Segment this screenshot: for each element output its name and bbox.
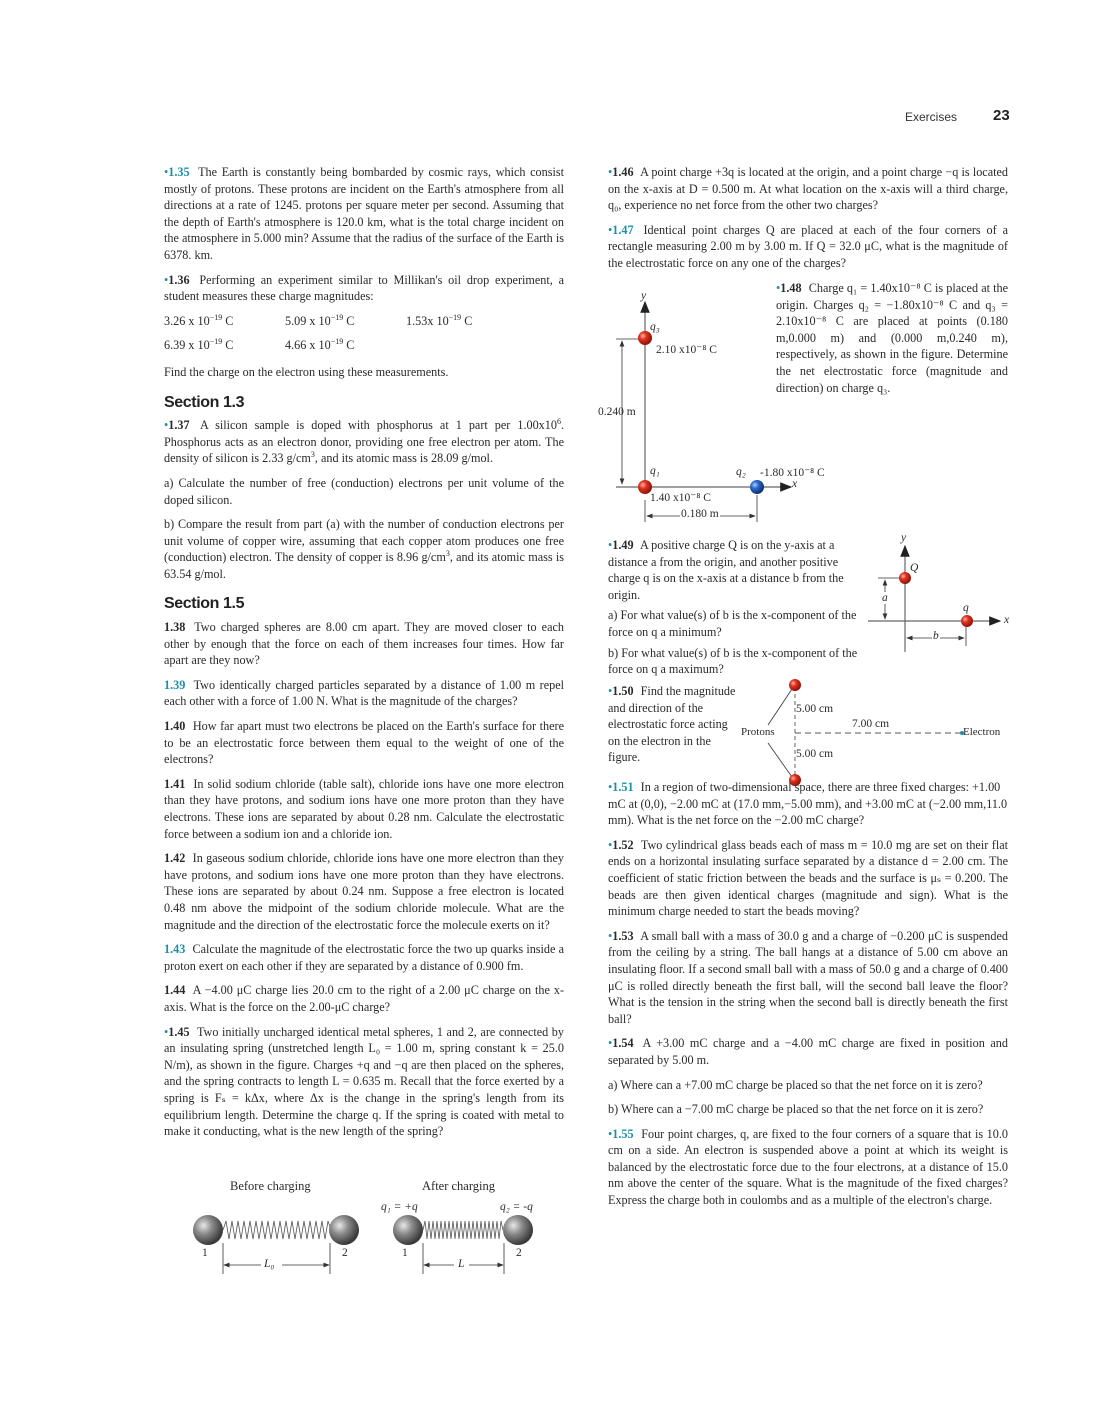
problem-text: The Earth is constantly being bombarded by cosmic rays, which consist mostly of protons. These protons are incident on the Earth's atmosphere from all directions at a rate of 1245. protons per square meter per second. Assuming that the depth of Earth's atmosphere is 120.0 km, what is the total charge incident on the atmosphere in 5.000 min? Assume that the radius of the surface of the Earth is 6378. km. [164,165,565,262]
spring-diagram [164,1175,564,1285]
sphere-2-after [503,1215,533,1245]
problem-number: 1.52 [612,837,634,852]
problem-number: 1.44 [164,983,186,998]
charge-value: 6.39 x $10^{-19}$ C [164,337,234,353]
dimension-label-x: 0.180 m [681,508,719,520]
figure-label-before: Before charging [230,1179,311,1193]
problem-1-53: •1.53 A small ball with a mass of 30.0 g and a charge of −0.200 μC is suspended from the ceiling by a string. The ball hangs at a distance of 5.00 cm above an insulating floor. If a second small ball with a mass of 50.0 g and a charge of 0.400 μC is rolled directly beneath the first ball, will the second ball leave the floor? What is the tension in the string when the second ball is directly beneath the first ball? [608,928,1009,1026]
problem-number: 1.43 [164,942,186,957]
difficulty-bullet-icon: • [608,222,613,237]
difficulty-bullet-icon: • [164,418,169,433]
axis-label-x: x [792,478,798,490]
problem-number: 1.48 [780,281,802,295]
problem-text: Performing an experiment similar to Millikan's oil drop experiment, a student measures these charge magnitudes: [164,272,565,304]
problem-1-52: •1.52 Two cylindrical glass beads each of mass m = 10.0 mg are set on their flat ends on a horizontal insulating surface separated by a distance d = 2.00 cm. The coefficient of static friction between the beads and the surface is μₛ = 0.200. The beads are then given identical charges (magnitude and sign). What is the minimum charge needed to start the beads moving? [608,837,1008,919]
problem-1-46: •1.46 A point charge +3q is located at the origin, and a point charge −q is located on the x-axis at D = 0.500 m. At what location on the x-axis will a third charge, q₀, experience no net force from the other two charges? [608,165,1009,213]
problem-number: 1.47 [612,222,634,237]
problem-1-38: 1.38 Two charged spheres are 8.00 cm apart. They are moved closer to each other by enough that the force on each of them increases four times. How far apart are they now? [164,620,564,668]
problem-1-54: •1.54 A +3.00 mC charge and a −4.00 mC charge are fixed in position and separated by 5.00 m. [608,1036,1008,1067]
problem-number: 1.50 [612,684,634,698]
problem-number: 1.51 [612,780,634,794]
label-a: a [882,592,888,604]
difficulty-bullet-icon: • [776,281,781,295]
label-b: b [933,630,939,642]
difficulty-bullet-icon: • [608,538,613,552]
problem-number: 1.53 [612,928,634,943]
problem-number: 1.54 [612,1036,634,1051]
difficulty-bullet-icon: • [608,780,613,794]
problem-1-54-part-b: b) Where can a −7.00 mC charge be placed so that the net force on it is zero? [608,1102,984,1117]
problem-number: 1.49 [612,538,634,552]
length-label-L0: L₀ [264,1258,275,1270]
sphere-label: 1 [202,1247,208,1259]
problem-number: 1.39 [164,677,186,692]
problem-1-39: 1.39 Two identically charged particles separated by a distance of 1.00 m repel each other with a force of 1.00 N. What is the magnitude of the charges? [164,677,565,709]
problem-1-35 [164,164,564,264]
difficulty-bullet-icon: • [164,1024,169,1039]
label-q2: q₂ [736,466,746,478]
sphere-2-before [329,1215,359,1245]
axis-label-x: x [1004,614,1010,626]
problem-1-40: 1.40 How far apart must two electrons be placed on the Earth's surface for there to be an electrostatic force between them equal to the weight of one of the electrons? [164,719,564,767]
problem-text: Charge q₁ = 1.40x10⁻⁸ C is placed at the origin. Charges q₂ = −1.80x10⁻⁸ C and q₃ = 2.10x10⁻⁸ C are placed at points (0.180 m,0.000 m) and (0.000 m,0.240 m), respectively, as shown in the figure. Determine the net electrostatic force (magnitude and direction) on charge q₃. [776,281,1009,395]
label-q1: q₁ [650,465,660,477]
difficulty-bullet-icon: • [608,165,613,179]
difficulty-bullet-icon: • [164,272,169,287]
difficulty-bullet-icon: • [164,165,169,179]
problem-1-36 [164,272,564,305]
problem-1-50: •1.50 Find the magnitude and direction of the electrostatic force acting on the electron in the figure. [608,684,736,765]
figure-1-49 [866,532,1016,657]
sphere-label: 2 [342,1247,348,1259]
problem-number: 1.55 [612,1126,634,1141]
problem-number: 1.37 [168,418,190,433]
difficulty-bullet-icon: • [608,684,613,698]
sphere-label: 1 [402,1247,408,1259]
label-protons: Protons [741,726,775,738]
page-number: 23 [993,107,1010,124]
spring-before [223,1221,331,1239]
problem-1-37-part-a: a) Calculate the number of free (conduction) electrons per unit volume of the doped silicon. [164,475,564,507]
figure-label-after: After charging [422,1179,496,1193]
problem-1-37-part-b: b) Compare the result from part (a) with the number of conduction electrons per unit volume of copper wire, assuming that each copper atom produces one free (conduction) electron. The density of copper is 8.96 $g/cm^3$, and its atomic mass is 63.54 g/mol. [164,517,564,581]
problem-number: 1.41 [164,776,186,791]
problem-number: 1.40 [164,719,186,734]
running-header-title: Exercises [905,110,958,124]
problem-number: 1.35 [168,165,190,179]
problem-1-47: •1.47 Identical point charges Q are placed at each of the four corners of a rectangle measuring 2.00 m by 3.00 m. If Q = 32.0 μC, what is the magnitude of the electrostatic force on any one of the charges? [608,222,1009,270]
value-q1: 1.40 x10⁻⁸ C [650,492,711,504]
figure-1-45 [164,1175,564,1285]
label-q3: q₃ [650,321,660,333]
q2-label: q₂ = -q [500,1201,533,1213]
problem-1-36-question: Find the charge on the electron using these measurements. [164,364,449,379]
problem-1-37: •1.37 A silicon sample is doped with phosphorus at 1 part per $1.00x10^6$. Phosphorus acts as an electron donor, providing one free electron per atom. The density of silicon is 2.33 $g/cm^3$, and its atomic mass is 28.09 g/mol. [164,417,565,466]
difficulty-bullet-icon: • [608,1126,613,1141]
value-q3: 2.10 x10⁻⁸ C [656,344,717,356]
distance-label: 5.00 cm [796,748,834,760]
axis-label-y: y [901,532,907,544]
label-electron: Electron [963,726,1001,738]
problem-1-43: 1.43 Calculate the magnitude of the electrostatic force the two up quarks inside a proton exert on each other if they are separated by a distance of 0.900 fm. [164,942,564,973]
difficulty-bullet-icon: • [608,837,613,852]
label-q: q [963,602,969,614]
difficulty-bullet-icon: • [608,1036,613,1051]
distance-label: 7.00 cm [852,718,890,730]
charge-value: 5.09 x $10^{-19}$ C [285,312,355,328]
problem-number: 1.42 [164,851,186,866]
dimension-label-y: 0.240 m [598,406,636,418]
label-Q: Q [910,562,919,574]
problem-1-55: •1.55 Four point charges, q, are fixed to the four corners of a square that is 10.0 cm on a side. An electron is suspended above a point at which its weight is balanced by the electrostatic force due to the four electrons, at a distance of 15.0 nm above the center of the square. What is the magnitude of the fixed charges? Express the charge both in coulombs and as a multiple of the electron's charge. [608,1126,1009,1208]
charge-q2 [750,480,764,494]
figure-1-50 [738,675,1018,790]
right-column-lower [608,779,1008,1217]
sphere-1-after [393,1215,423,1245]
sphere-label: 2 [516,1247,522,1259]
charge-q [961,615,973,627]
problem-1-54-part-a: a) Where can a +7.00 mC charge be placed so that the net force on it is zero? [608,1077,983,1092]
problem-1-49: •1.49 A positive charge Q is on the y-axis at a distance a from the origin, and another positive charge q is on the x-axis at a distance b from the origin. a) For what value(s) of b is the x-component of the force on q a minimum? b) For what value(s) of b is the x-component of the force on q a maximum? [608,537,866,686]
problem-1-42: 1.42 In gaseous sodium chloride, chloride ions have one more electron than they have protons, and sodium ions have one more proton than they have electrons. These ions are separated by about 0.24 nm. Suppose a free electron is located 0.48 nm above the midpoint of the sodium chloride molecule. What are the magnitude and the direction of the electrostatic force the molecule exerts on it? [164,851,565,932]
problem-1-49-part-a: a) For what value(s) of b is the x-component of the force on q a minimum? [608,608,857,639]
problem-number: 1.45 [168,1024,190,1039]
problem-number: 1.46 [612,165,634,179]
charge-measurements [164,313,564,354]
section-heading-1-5: Section 1.5 [164,595,245,613]
sphere-1-before [193,1215,223,1245]
problem-1-51: •1.51 In a region of two-dimensional space, there are three fixed charges: +1.00 mC at (0,0), −2.00 mC at (17.0 mm,−5.00 mm), and +3.00 mC at (−2.00 mm,11.0 mm). What is the net force on the −2.00 mC charge? [608,780,1008,828]
right-column [608,164,1008,280]
q1-label: q₁ = +q [381,1201,418,1213]
charge-value: 3.26 x $10^{-19}$ C [164,312,234,328]
figure-1-48 [596,290,856,530]
length-label-L: L [458,1258,465,1270]
problem-1-49-part-b: b) For what value(s) of b is the x-component of the force on q a maximum? [608,645,858,677]
problem-1-44: 1.44 A −4.00 μC charge lies 20.0 cm to the right of a 2.00 μC charge on the x-axis. What is the force on the 2.00-μC charge? [164,983,565,1014]
problem-number: 1.36 [168,272,190,287]
distance-label: 5.00 cm [796,703,834,715]
proton-top [789,679,801,691]
left-column [164,164,564,1148]
problem-1-41: 1.41 In solid sodium chloride (table salt), chloride ions have one more electron than they have protons, and sodium ions have one more proton than they have electrons. These ions are separated by about 0.28 nm. Calculate the electrostatic force between a sodium ion and a chloride ion. [164,776,565,841]
charge-diagram [866,532,1016,657]
axis-label-y: y [641,290,647,302]
problem-1-45: •1.45 Two initially uncharged identical metal spheres, 1 and 2, are connected by an insulating spring (unstretched length L₀ = 1.00 m, spring constant k = 25.0 N/m), as shown in the figure. Charges +q and −q are then placed on the spheres, and the spring contracts to length L = 0.635 m. Recall that the force exerted by a spring is Fₛ = kΔx, where Δx is the change in the spring's length from its equilibrium length. Determine the charge q. If the spring is coated with metal to make it conducting, what is the new length of the spring? [164,1024,564,1139]
charge-value: 1.53x $10^{-19}$ C [406,312,473,328]
charge-q3 [638,331,652,345]
difficulty-bullet-icon: • [608,928,613,943]
value-q2: -1.80 x10⁻⁸ C [760,467,825,479]
section-heading-1-3: Section 1.3 [164,393,245,411]
spring-after [423,1221,503,1239]
charge-value: 4.66 x $10^{-19}$ C [285,337,355,353]
problem-number: 1.38 [164,620,186,635]
